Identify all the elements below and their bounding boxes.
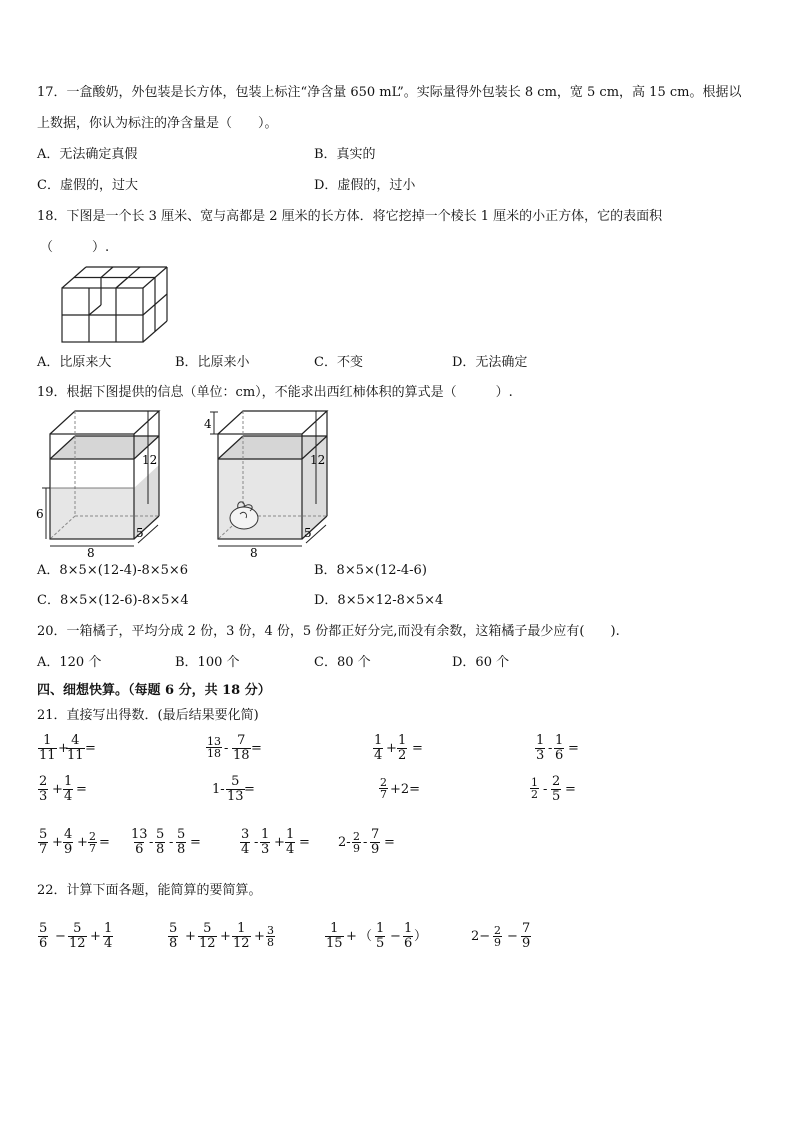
q22-stem: 22．计算下面各题，能简算的要简算。 xyxy=(37,883,262,898)
fraction: 7 9 xyxy=(522,921,531,951)
q17-stem-line1: 17．一盒酸奶，外包装是长方体，包装上标注“净含量 650 mL”。实际量得外包装长 8 cm，宽 5 cm，高 15 cm。根据以 xyxy=(37,85,742,100)
operator: = xyxy=(299,835,310,850)
fraction: 3 8 xyxy=(267,924,274,949)
q19-option-c[interactable]: C．8×5×(12-6)-8×5×4 xyxy=(37,593,189,608)
q21-stem: 21．直接写出得数．(最后结果要化简) xyxy=(37,708,259,723)
q19-container-figure-right xyxy=(200,404,340,560)
q19-option-b[interactable]: B．8×5×(12-4-6) xyxy=(314,563,427,578)
fraction: 1 3 xyxy=(261,827,270,857)
q18-option-a[interactable]: A．比原来大 xyxy=(37,355,112,370)
operator: − xyxy=(507,929,518,944)
fraction: 1 15 xyxy=(326,921,343,951)
q20-option-c[interactable]: C．80 个 xyxy=(314,655,371,670)
operator: + xyxy=(90,929,101,944)
operator: = xyxy=(85,741,96,756)
fraction: 4 9 xyxy=(64,827,73,857)
q17-option-a[interactable]: A．无法确定真假 xyxy=(37,147,138,162)
fraction: 5 12 xyxy=(69,921,86,951)
q18-cuboid-figure xyxy=(56,262,176,346)
q17-option-b[interactable]: B．真实的 xyxy=(314,147,376,162)
fraction: 1 4 xyxy=(286,827,295,857)
q18-option-c[interactable]: C．不变 xyxy=(314,355,363,370)
fraction: 1 4 xyxy=(64,774,73,804)
fraction: 5 12 xyxy=(199,921,216,951)
operator: + xyxy=(77,835,88,850)
fraction: 5 6 xyxy=(39,921,48,951)
fraction: 5 7 xyxy=(39,827,48,857)
fraction: 5 8 xyxy=(169,921,178,951)
q19-right-label-length: 8 xyxy=(250,546,258,560)
fraction: 7 18 xyxy=(233,733,250,763)
fraction: 3 4 xyxy=(241,827,250,857)
q18-option-d[interactable]: D．无法确定 xyxy=(452,355,528,370)
fraction: 7 9 xyxy=(371,827,380,857)
operator: - xyxy=(548,741,553,756)
operator: = xyxy=(99,835,110,850)
operator: = xyxy=(384,835,395,850)
operator: + xyxy=(52,782,63,797)
q20-option-b[interactable]: B．100 个 xyxy=(175,655,240,670)
operator: + xyxy=(185,929,196,944)
operator: - xyxy=(363,835,368,850)
operator: + xyxy=(58,741,69,756)
operator: − xyxy=(390,929,401,944)
q19-left-label-depth: 5 xyxy=(136,526,144,540)
fraction: 5 13 xyxy=(227,774,244,804)
fraction: 13 18 xyxy=(207,735,221,760)
operator: = xyxy=(565,782,576,797)
operator: 2- xyxy=(338,835,351,850)
fraction: 1 2 xyxy=(398,733,407,763)
q19-left-label-height-water: 6 xyxy=(36,507,44,521)
q18-option-b[interactable]: B．比原来小 xyxy=(175,355,250,370)
q19-container-figure-left xyxy=(32,404,172,560)
operator: − xyxy=(55,929,66,944)
operator: （ xyxy=(359,929,373,944)
operator: + xyxy=(52,835,63,850)
operator: = xyxy=(76,782,87,797)
operator: = xyxy=(568,741,579,756)
operator: 1- xyxy=(212,782,225,797)
q19-left-label-height: 12 xyxy=(142,453,158,467)
q19-option-a[interactable]: A．8×5×(12-4)-8×5×6 xyxy=(37,563,189,578)
fraction: 5 8 xyxy=(177,827,186,857)
operator: - xyxy=(149,835,154,850)
fraction: 1 6 xyxy=(404,921,413,951)
fraction: 1 3 xyxy=(536,733,545,763)
operator: + xyxy=(346,929,357,944)
fraction: 2 9 xyxy=(353,830,360,855)
fraction: 1 5 xyxy=(376,921,385,951)
q17-option-d[interactable]: D．虚假的，过小 xyxy=(314,178,416,193)
operator: +2= xyxy=(390,782,421,797)
operator: = xyxy=(244,782,255,797)
fraction: 4 11 xyxy=(67,733,84,763)
q19-left-label-length: 8 xyxy=(87,546,95,560)
fraction: 1 4 xyxy=(374,733,383,763)
operator: = xyxy=(251,741,262,756)
operator: 2− xyxy=(471,929,491,944)
q19-right-label-height: 12 xyxy=(310,453,326,467)
q17-option-c[interactable]: C．虚假的，过大 xyxy=(37,178,138,193)
fraction: 2 5 xyxy=(552,774,561,804)
fraction: 2 3 xyxy=(39,774,48,804)
q19-option-d[interactable]: D．8×5×12-8×5×4 xyxy=(314,593,444,608)
fraction: 1 6 xyxy=(555,733,564,763)
operator: - xyxy=(543,782,548,797)
operator: - xyxy=(254,835,259,850)
fraction: 13 6 xyxy=(131,827,148,857)
fraction: 2 7 xyxy=(89,830,96,855)
fraction: 1 12 xyxy=(233,921,250,951)
q17-stem-line2: 上数据，你认为标注的净含量是（ ）。 xyxy=(37,116,278,131)
operator: - xyxy=(169,835,174,850)
fraction: 1 11 xyxy=(39,733,56,763)
q19-stem: 19．根据下图提供的信息（单位：cm），不能求出西红柿体积的算式是（ ）. xyxy=(37,385,513,400)
fraction: 5 8 xyxy=(156,827,165,857)
operator: + xyxy=(386,741,397,756)
q20-option-d[interactable]: D．60 个 xyxy=(452,655,510,670)
section-heading: 四、细想快算。（每题 6 分，共 18 分） xyxy=(37,683,271,698)
operator: = xyxy=(412,741,423,756)
q18-stem-line1: 18．下图是一个长 3 厘米、宽与高都是 2 厘米的长方体．将它挖掉一个棱长 1 厘米的小正方体，它的表面积 xyxy=(37,209,663,224)
q18-stem-line2: （ ）. xyxy=(40,240,110,255)
operator: ） xyxy=(414,929,428,944)
operator: + xyxy=(254,929,265,944)
q19-right-label-top: 4 xyxy=(204,417,212,431)
operator: + xyxy=(274,835,285,850)
q19-right-label-depth: 5 xyxy=(304,526,312,540)
q20-option-a[interactable]: A．120 个 xyxy=(37,655,102,670)
operator: + xyxy=(220,929,231,944)
q20-stem: 20．一箱橘子，平均分成 2 份，3 份，4 份，5 份都正好分完,而没有余数，这箱橘子最少应有( ). xyxy=(37,624,620,639)
fraction: 2 9 xyxy=(494,924,501,949)
operator: - xyxy=(224,741,229,756)
fraction: 1 2 xyxy=(531,776,538,801)
fraction: 2 7 xyxy=(380,776,387,801)
operator: = xyxy=(190,835,201,850)
fraction: 1 4 xyxy=(104,921,113,951)
